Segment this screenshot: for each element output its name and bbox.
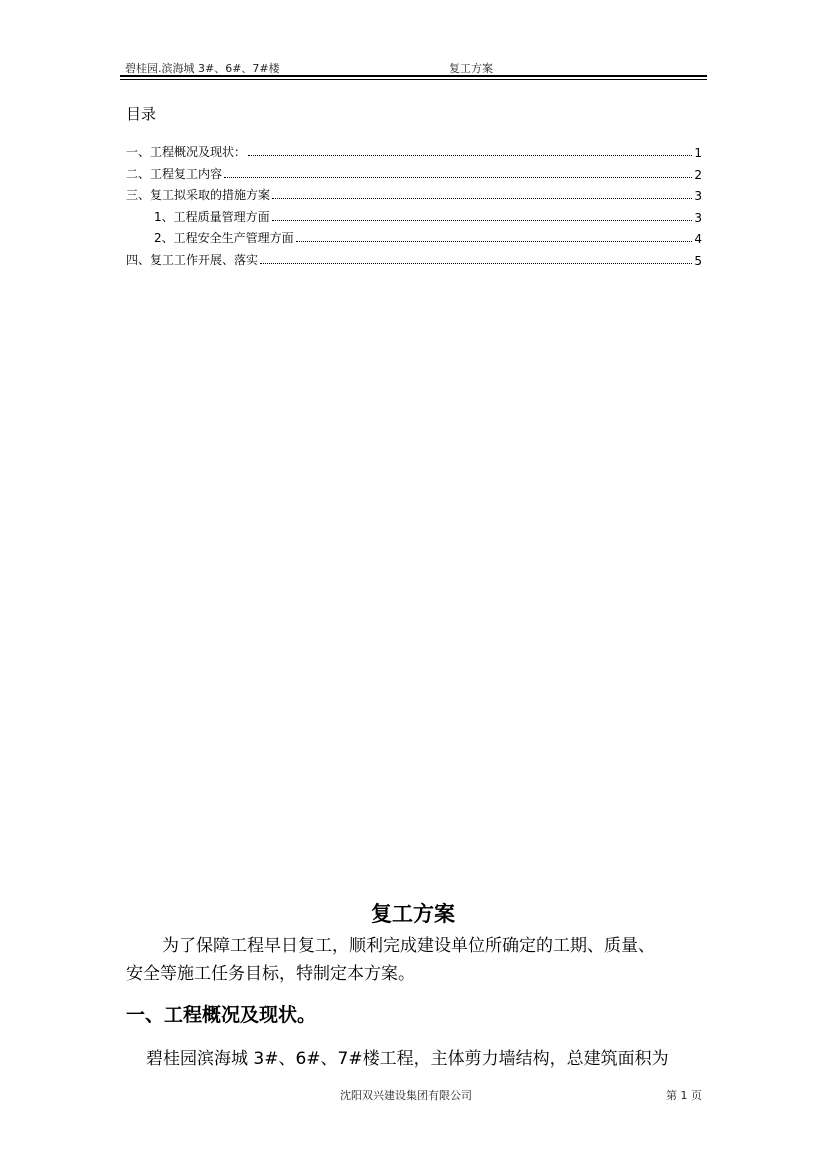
toc-entry-page: 2	[694, 168, 702, 182]
toc-entry[interactable]	[126, 187, 702, 203]
toc-entry-page: 1	[694, 146, 702, 160]
toc-entry-page: 5	[694, 254, 702, 268]
document-title: 复工方案	[371, 902, 455, 926]
toc-leader	[272, 198, 692, 199]
header-doc-title: 复工方案	[449, 62, 493, 75]
toc-entry-page: 3	[694, 189, 702, 203]
toc-entry-label: 一、工程概况及现状：	[126, 145, 247, 159]
section-heading: 一、工程概况及现状。	[126, 1004, 317, 1026]
toc-entry-page: 4	[694, 232, 702, 246]
intro-paragraph	[126, 932, 706, 988]
intro-line: 为了保障工程早日复工，顺利完成建设单位所确定的工期、质量、	[162, 936, 655, 956]
toc-leader	[260, 263, 692, 264]
footer-company: 沈阳双兴建设集团有限公司	[340, 1089, 472, 1102]
toc-entry[interactable]	[154, 230, 702, 246]
toc-leader	[272, 220, 693, 221]
toc-entry-label: 1、工程质量管理方面	[154, 210, 270, 224]
toc-entry-label: 2、工程安全生产管理方面	[154, 231, 294, 245]
header-rule	[120, 75, 707, 77]
section-paragraph: 碧桂园滨海城 3#、6#、7#楼工程，主体剪力墙结构，总建筑面积为	[146, 1049, 669, 1069]
toc-entry-label: 三、复工拟采取的措施方案	[126, 188, 271, 202]
toc-leader	[224, 177, 692, 178]
toc-entry-page: 3	[694, 211, 702, 225]
toc-entry[interactable]	[126, 144, 702, 160]
toc-title: 目录	[126, 105, 157, 123]
header-rule-thin	[120, 79, 707, 80]
toc-entry[interactable]	[126, 166, 702, 182]
toc-leader	[296, 241, 693, 242]
toc-entry[interactable]	[126, 252, 702, 268]
toc-leader	[248, 155, 692, 156]
footer-page-number: 第 1 页	[666, 1089, 702, 1102]
header-project-name: 碧桂园.滨海城 3#、6#、7#楼	[125, 62, 280, 75]
toc-entry[interactable]	[154, 209, 702, 225]
toc-entry-label: 二、工程复工内容	[126, 167, 223, 181]
toc-entry-label: 四、复工工作开展、落实	[126, 253, 259, 267]
intro-line: 安全等施工任务目标，特制定本方案。	[126, 964, 415, 984]
